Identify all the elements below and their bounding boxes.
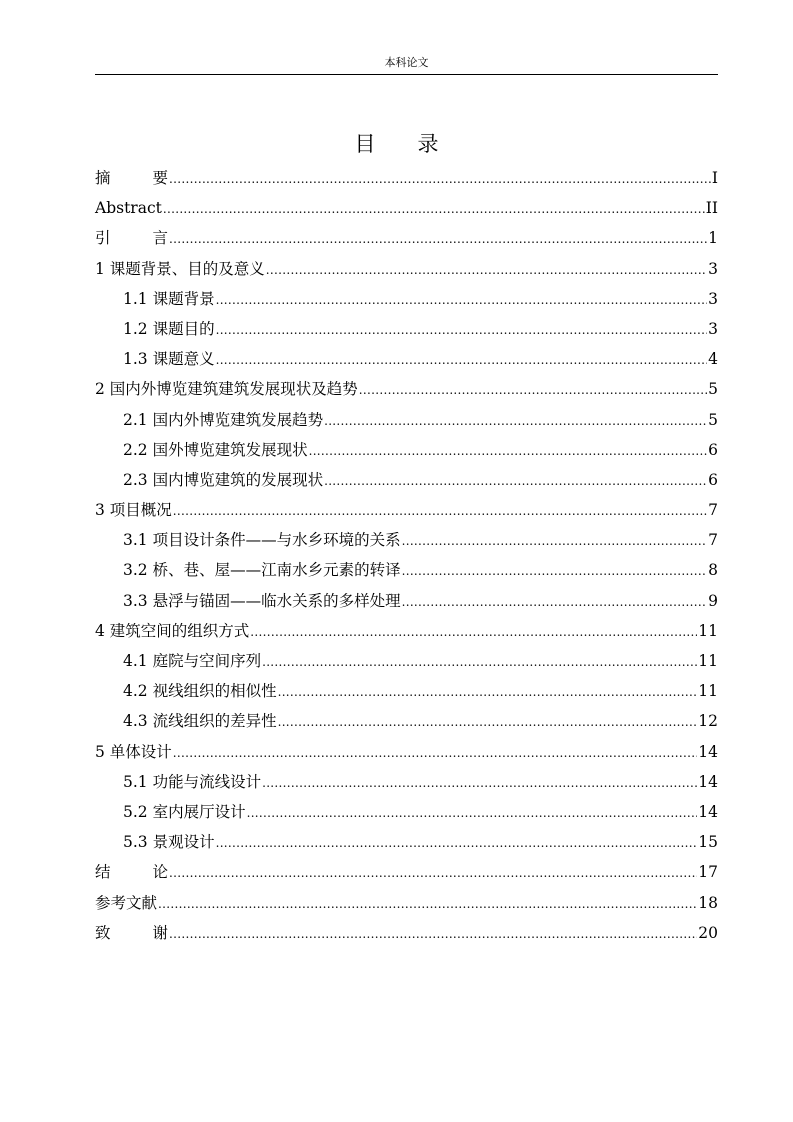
toc-entry-label: 2.3 国内博览建筑的发展现状 — [123, 470, 324, 489]
toc-entry-label: 2.1 国内外博览建筑发展趋势 — [123, 410, 324, 429]
toc-entry-label — [95, 857, 168, 887]
toc-entry-page: 4 — [708, 350, 718, 369]
toc-entry-page: 9 — [708, 591, 718, 610]
toc-leader-dots — [163, 194, 705, 224]
toc-entry-page: 14 — [698, 742, 718, 761]
toc-leader-dots — [266, 255, 707, 285]
toc-entry[interactable] — [95, 254, 718, 284]
toc-entry-page: 14 — [698, 802, 718, 821]
table-of-contents — [95, 163, 718, 948]
toc-leader-dots — [324, 466, 707, 496]
toc-title-right: 录 — [417, 132, 439, 156]
toc-leader-dots — [402, 587, 708, 617]
toc-entry-label: 1.3 课题意义 — [123, 350, 215, 369]
toc-leader-dots — [309, 436, 708, 466]
toc-entry-label-part: 谢 — [152, 923, 169, 942]
toc-entry-label — [95, 223, 168, 253]
header-rule — [95, 74, 718, 75]
toc-entry-label: 2.2 国外博览建筑发展现状 — [123, 440, 308, 459]
toc-entry-page: 3 — [708, 289, 718, 308]
toc-entry-page: 5 — [708, 380, 718, 399]
toc-entry[interactable] — [95, 676, 718, 706]
toc-entry-page: 3 — [708, 319, 718, 338]
toc-entry-page: 12 — [698, 712, 718, 731]
toc-leader-dots — [169, 164, 711, 194]
toc-entry[interactable] — [95, 465, 718, 495]
toc-entry[interactable] — [95, 193, 718, 223]
toc-entry-label — [95, 163, 168, 193]
toc-entry-page: 1 — [708, 229, 718, 248]
toc-entry[interactable] — [95, 525, 718, 555]
toc-entry-label-part: 结 — [95, 863, 111, 882]
toc-leader-dots — [278, 707, 698, 737]
toc-entry-label: 3.3 悬浮与锚固——临水关系的多样处理 — [123, 591, 401, 610]
toc-entry[interactable] — [95, 314, 718, 344]
toc-entry[interactable] — [95, 767, 718, 797]
toc-entry-label: 5 单体设计 — [95, 742, 172, 761]
toc-entry-page: II — [705, 199, 718, 218]
toc-entry[interactable] — [95, 405, 718, 435]
toc-leader-dots — [247, 798, 698, 828]
toc-leader-dots — [402, 556, 708, 586]
toc-entry[interactable] — [95, 706, 718, 736]
toc-leader-dots — [262, 768, 697, 798]
toc-entry-label-part: 要 — [152, 169, 169, 187]
toc-entry[interactable] — [95, 616, 718, 646]
toc-entry[interactable] — [95, 495, 718, 525]
toc-entry-label: 5.3 景观设计 — [123, 833, 215, 852]
toc-entry-label: 4.1 庭院与空间序列 — [123, 652, 262, 670]
toc-entry-page: 17 — [698, 863, 718, 882]
toc-entry[interactable] — [95, 918, 718, 948]
toc-entry-label-part: 言 — [152, 229, 169, 248]
toc-entry-page: 7 — [708, 501, 718, 520]
toc-entry[interactable] — [95, 223, 718, 253]
toc-entry-page: 18 — [698, 893, 718, 912]
toc-leader-dots — [216, 828, 698, 858]
toc-entry[interactable] — [95, 888, 718, 918]
toc-title-left: 目 — [354, 132, 376, 156]
toc-entry-label: 3.1 项目设计条件——与水乡环境的关系 — [123, 531, 401, 550]
toc-title — [0, 131, 793, 157]
toc-entry[interactable] — [95, 737, 718, 767]
toc-entry-label: 4 建筑空间的组织方式 — [95, 621, 250, 640]
toc-leader-dots — [278, 677, 698, 707]
toc-entry-label-part: 致 — [95, 923, 111, 942]
toc-entry-page: 6 — [708, 470, 718, 489]
toc-leader-dots — [262, 647, 697, 677]
toc-entry[interactable] — [95, 163, 718, 193]
toc-entry[interactable] — [95, 646, 718, 676]
toc-leader-dots — [216, 345, 708, 375]
toc-leader-dots — [169, 858, 697, 888]
toc-entry[interactable] — [95, 284, 718, 314]
toc-entry-label: 5.2 室内展厅设计 — [123, 802, 246, 821]
toc-entry-label: 4.3 流线组织的差异性 — [123, 712, 277, 731]
toc-entry-label: 5.1 功能与流线设计 — [123, 772, 262, 791]
toc-entry-label: 参考文献 — [95, 893, 158, 912]
toc-entry[interactable] — [95, 797, 718, 827]
toc-entry-page: 3 — [708, 259, 718, 278]
toc-entry-page: 20 — [698, 923, 718, 942]
toc-entry-page: 11 — [698, 652, 718, 670]
toc-entry-label-part: 摘 — [95, 169, 111, 187]
toc-entry-label-part: 论 — [152, 863, 169, 882]
toc-entry-page: 15 — [698, 833, 718, 852]
toc-entry[interactable] — [95, 827, 718, 857]
toc-leader-dots — [169, 919, 697, 949]
toc-entry-page: 7 — [708, 531, 718, 550]
toc-leader-dots — [250, 617, 697, 647]
toc-leader-dots — [173, 738, 697, 768]
toc-entry-label — [95, 918, 168, 948]
toc-entry[interactable] — [95, 857, 718, 887]
toc-leader-dots — [216, 285, 708, 315]
toc-entry-page: 5 — [708, 410, 718, 429]
toc-leader-dots — [402, 526, 708, 556]
toc-entry-page: I — [711, 169, 718, 187]
toc-entry[interactable] — [95, 435, 718, 465]
toc-entry-label-part: 引 — [95, 229, 111, 248]
toc-entry[interactable] — [95, 374, 718, 404]
toc-entry-page: 8 — [708, 561, 718, 580]
toc-entry-label: 3 项目概况 — [95, 501, 172, 520]
toc-entry-page: 11 — [698, 682, 718, 701]
toc-leader-dots — [324, 406, 707, 436]
toc-entry[interactable] — [95, 586, 718, 616]
toc-entry-label: Abstract — [95, 199, 162, 218]
toc-leader-dots — [169, 224, 707, 254]
toc-entry-label: 2 国内外博览建筑建筑发展现状及趋势 — [95, 380, 358, 399]
toc-entry-page: 6 — [708, 440, 718, 459]
toc-entry-page: 11 — [698, 621, 718, 640]
toc-entry-label: 1.1 课题背景 — [123, 289, 215, 308]
toc-leader-dots — [158, 889, 697, 919]
page-header: 本科论文 — [384, 56, 429, 69]
toc-leader-dots — [173, 496, 707, 526]
toc-entry[interactable] — [95, 344, 718, 374]
toc-entry-label: 3.2 桥、巷、屋——江南水乡元素的转译 — [123, 561, 401, 580]
toc-leader-dots — [216, 315, 708, 345]
toc-leader-dots — [359, 375, 707, 405]
toc-entry-label: 1 课题背景、目的及意义 — [95, 259, 265, 278]
toc-entry-label: 1.2 课题目的 — [123, 319, 215, 338]
toc-entry[interactable] — [95, 555, 718, 585]
toc-entry-page: 14 — [698, 772, 718, 791]
toc-entry-label: 4.2 视线组织的相似性 — [123, 682, 277, 701]
